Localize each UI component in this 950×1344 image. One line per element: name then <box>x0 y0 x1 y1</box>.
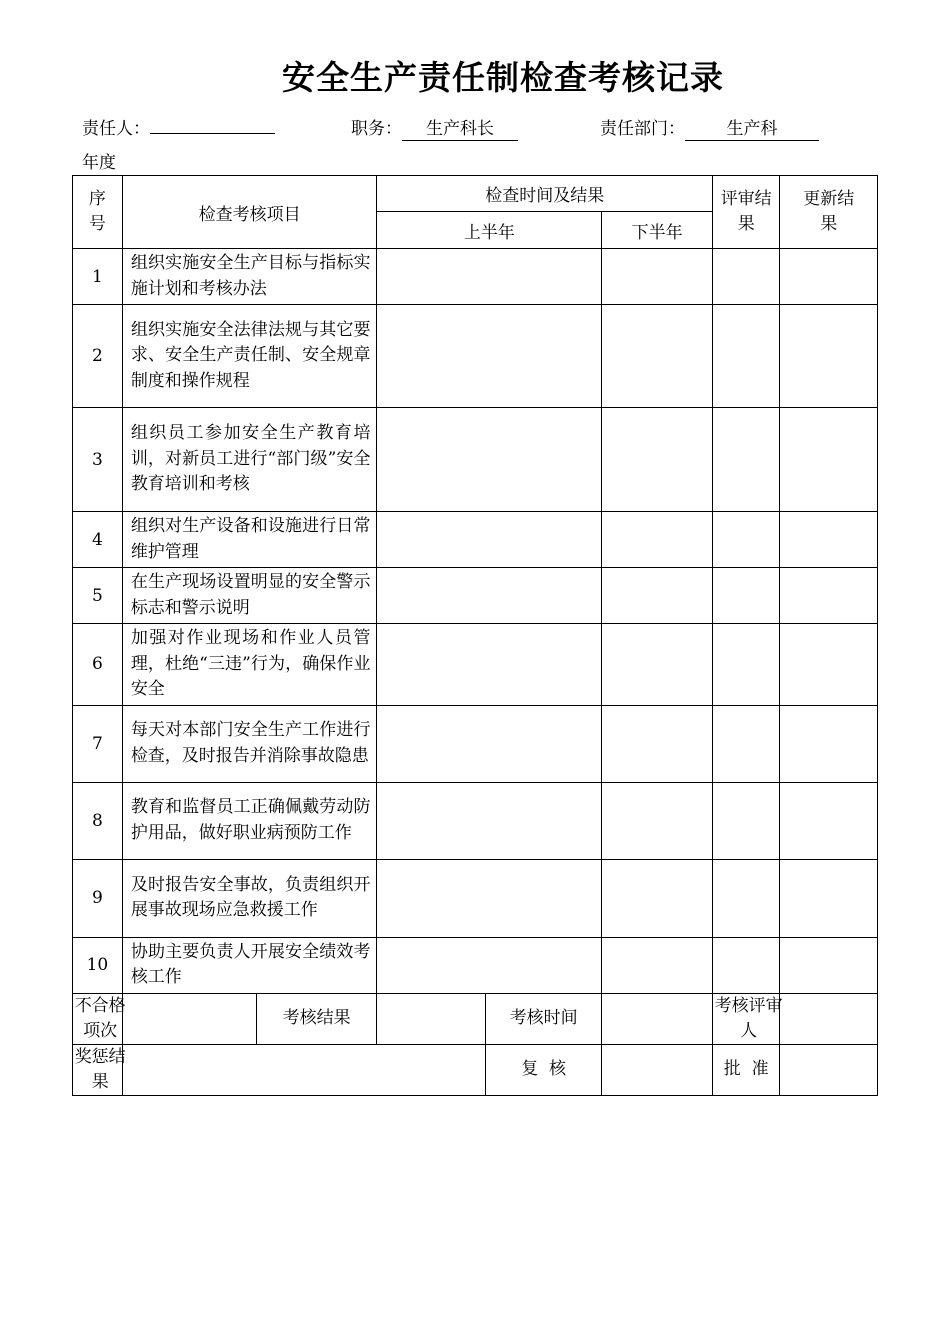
row-number: 2 <box>73 305 123 408</box>
cell-update[interactable] <box>780 305 878 408</box>
row-number: 9 <box>73 859 123 937</box>
cell-first-half[interactable] <box>377 512 602 568</box>
cell-first-half[interactable] <box>377 859 602 937</box>
row-item-text: 协助主要负责人开展安全绩效考核工作 <box>122 937 377 993</box>
row-number: 7 <box>73 705 123 782</box>
cell-update[interactable] <box>780 568 878 624</box>
cell-review[interactable] <box>712 249 780 305</box>
cell-second-half[interactable] <box>602 305 713 408</box>
footer-unqualified-label: 不合格项次 <box>73 993 123 1044</box>
responsible-person-value[interactable] <box>150 133 275 134</box>
footer-reward-label: 奖惩结果 <box>73 1044 123 1095</box>
cell-second-half[interactable] <box>602 937 713 993</box>
row-item-text: 在生产现场设置明显的安全警示标志和警示说明 <box>122 568 377 624</box>
header-row <box>73 176 878 212</box>
cell-update[interactable] <box>780 624 878 706</box>
footer-unqualified-value[interactable] <box>122 993 256 1044</box>
cell-review[interactable] <box>712 705 780 782</box>
header-item: 检查考核项目 <box>122 176 377 249</box>
footer-assessor-value[interactable] <box>780 993 878 1044</box>
row-number: 4 <box>73 512 123 568</box>
cell-review[interactable] <box>712 782 780 859</box>
row-number: 10 <box>73 937 123 993</box>
cell-update[interactable] <box>780 782 878 859</box>
row-number: 8 <box>73 782 123 859</box>
cell-update[interactable] <box>780 937 878 993</box>
cell-second-half[interactable] <box>602 859 713 937</box>
header-update: 更新结果 <box>780 176 878 249</box>
table-row <box>73 937 878 993</box>
footer-assessor-label: 考核评审人 <box>712 993 780 1044</box>
cell-review[interactable] <box>712 568 780 624</box>
table-row <box>73 859 878 937</box>
table-row <box>73 568 878 624</box>
footer-approve-value[interactable] <box>780 1044 878 1095</box>
footer-assess-time-value[interactable] <box>602 993 713 1044</box>
row-item-text: 加强对作业现场和作业人员管理，杜绝“三违”行为，确保作业安全 <box>122 624 377 706</box>
cell-first-half[interactable] <box>377 705 602 782</box>
row-item-text: 教育和监督员工正确佩戴劳动防护用品，做好职业病预防工作 <box>122 782 377 859</box>
cell-update[interactable] <box>780 705 878 782</box>
cell-first-half[interactable] <box>377 408 602 512</box>
header-time-result: 检查时间及结果 <box>377 176 712 212</box>
footer-assess-result-value[interactable] <box>377 993 486 1044</box>
cell-first-half[interactable] <box>377 305 602 408</box>
table-row <box>73 305 878 408</box>
table-row <box>73 705 878 782</box>
cell-review[interactable] <box>712 408 780 512</box>
header-second-half: 下半年 <box>602 212 713 249</box>
position-value[interactable]: 生产科长 <box>402 118 518 141</box>
cell-update[interactable] <box>780 249 878 305</box>
year-label: 年度 <box>82 153 116 173</box>
row-item-text: 及时报告安全事故，负责组织开展事故现场应急救援工作 <box>122 859 377 937</box>
header-seq: 序号 <box>73 176 123 249</box>
row-item-text: 组织员工参加安全生产教育培训，对新员工进行“部门级”安全教育培训和考核 <box>122 408 377 512</box>
cell-review[interactable] <box>712 859 780 937</box>
cell-second-half[interactable] <box>602 249 713 305</box>
footer-recheck-label: 复 核 <box>485 1044 601 1095</box>
footer-approve-label: 批 准 <box>712 1044 780 1095</box>
row-number: 1 <box>73 249 123 305</box>
cell-second-half[interactable] <box>602 408 713 512</box>
department-label: 责任部门： <box>600 119 685 139</box>
footer-reward-value[interactable] <box>122 1044 485 1095</box>
cell-second-half[interactable] <box>602 705 713 782</box>
responsible-person-field <box>82 117 275 141</box>
row-number: 3 <box>73 408 123 512</box>
row-item-text: 组织实施安全法律法规与其它要求、安全生产责任制、安全规章制度和操作规程 <box>122 305 377 408</box>
position-field <box>351 117 518 141</box>
row-item-text: 组织对生产设备和设施进行日常维护管理 <box>122 512 377 568</box>
footer-assess-time-label: 考核时间 <box>485 993 601 1044</box>
cell-second-half[interactable] <box>602 512 713 568</box>
page-title: 安全生产责任制检查考核记录 <box>282 58 724 97</box>
row-item-text: 组织实施安全生产目标与指标实施计划和考核办法 <box>122 249 377 305</box>
department-field <box>600 117 819 141</box>
table-row <box>73 249 878 305</box>
row-number: 5 <box>73 568 123 624</box>
header-first-half: 上半年 <box>377 212 602 249</box>
position-label: 职务： <box>351 119 402 139</box>
cell-first-half[interactable] <box>377 624 602 706</box>
cell-second-half[interactable] <box>602 568 713 624</box>
department-value[interactable]: 生产科 <box>685 118 819 141</box>
footer-row-assessment <box>73 993 878 1044</box>
cell-review[interactable] <box>712 305 780 408</box>
table-row <box>73 624 878 706</box>
footer-assess-result-label: 考核结果 <box>256 993 377 1044</box>
footer-row-approval <box>73 1044 878 1095</box>
cell-first-half[interactable] <box>377 937 602 993</box>
cell-update[interactable] <box>780 512 878 568</box>
cell-update[interactable] <box>780 859 878 937</box>
cell-review[interactable] <box>712 937 780 993</box>
cell-review[interactable] <box>712 512 780 568</box>
cell-first-half[interactable] <box>377 568 602 624</box>
table-row <box>73 408 878 512</box>
responsible-person-label: 责任人： <box>82 119 150 139</box>
footer-recheck-value[interactable] <box>602 1044 713 1095</box>
inspection-table <box>72 175 878 1096</box>
cell-update[interactable] <box>780 408 878 512</box>
cell-second-half[interactable] <box>602 624 713 706</box>
table-row <box>73 782 878 859</box>
cell-second-half[interactable] <box>602 782 713 859</box>
cell-first-half[interactable] <box>377 782 602 859</box>
cell-review[interactable] <box>712 624 780 706</box>
row-item-text: 每天对本部门安全生产工作进行检查，及时报告并消除事故隐患 <box>122 705 377 782</box>
row-number: 6 <box>73 624 123 706</box>
table-row <box>73 512 878 568</box>
header-review: 评审结果 <box>712 176 780 249</box>
cell-first-half[interactable] <box>377 249 602 305</box>
